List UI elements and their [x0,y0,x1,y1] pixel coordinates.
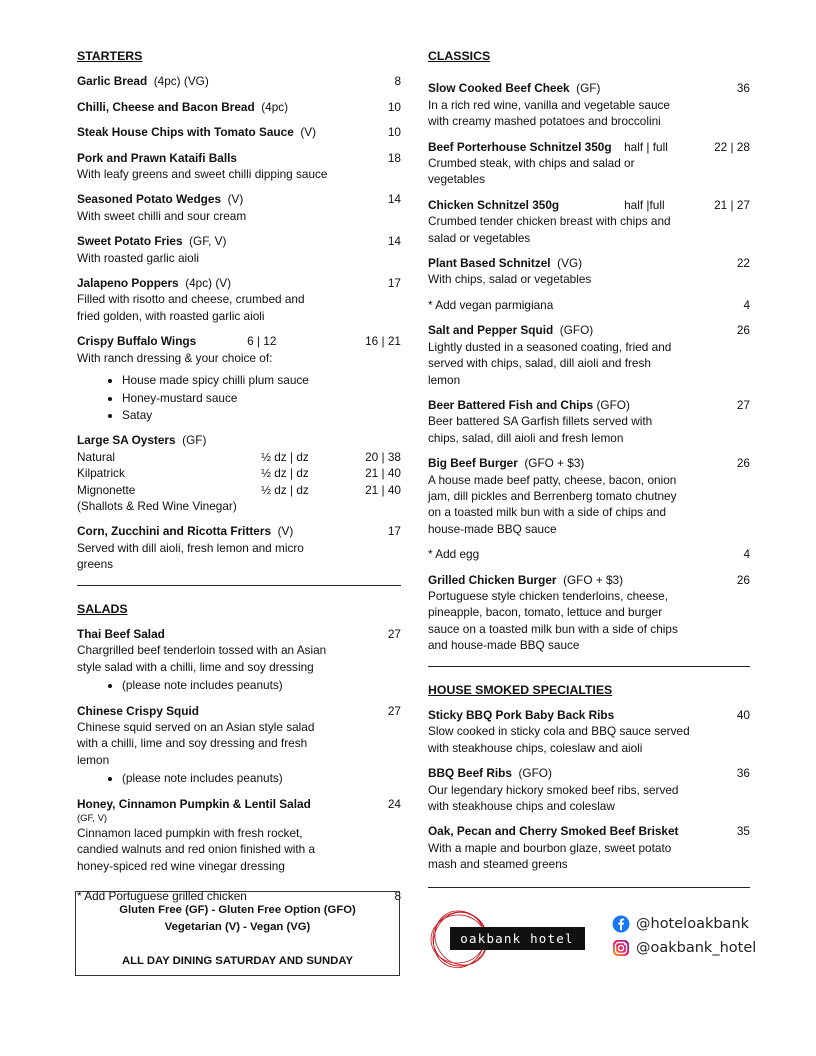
menu-item-brisket [428,823,750,872]
menu-item-beef-cheek [428,80,750,129]
classics-title: CLASSICS [428,49,491,63]
instagram-icon [612,939,630,957]
oyster-size: ½ dz | dz [261,482,309,497]
item-description: Slow cooked in sticky cola and BBQ sauce served with steakhouse chips, coleslaw and aioli [428,724,690,755]
oyster-label: Kilpatrick [77,466,125,481]
item-price: 14 [387,234,401,249]
item-name: Large SA Oysters [77,433,176,448]
item-name: Oak, Pecan and Cherry Smoked Beef Brisket [428,824,679,839]
item-price: 10 [387,99,401,114]
item-tag: (GF) [576,81,601,96]
item-description: With a maple and bourbon glaze, sweet potato mash and steamed greens [428,840,672,872]
item-name: Sweet Potato Fries [77,234,183,249]
list-item: • Honey-mustard sauce [122,390,401,406]
oyster-row [77,482,401,498]
item-price: 14 [387,192,401,207]
menu-item-sweet-potato-fries [77,233,401,266]
facebook-icon [612,915,630,933]
instagram-handle: @oakbank_hotel [636,940,757,956]
item-name: Sticky BBQ Pork Baby Back Ribs [428,708,615,722]
section-divider [77,585,401,586]
left-column [77,48,401,914]
item-description: With sweet chilli and sour cream [77,208,247,223]
menu-item-pork-ribs [428,707,750,756]
item-name: Pork and Prawn Kataifi Balls [77,150,237,165]
menu-item-pumpkin-salad [77,796,401,875]
menu-item-jalapeno-poppers [77,275,401,324]
item-name: Corn, Zucchini and Ricotta Fritters [77,524,272,539]
item-price: 27 [736,397,750,412]
item-description: With chips, salad or vegetables [428,272,592,287]
item-name: Honey, Cinnamon Pumpkin & Lentil Salad [77,796,311,811]
item-name: Grilled Chicken Burger [428,572,557,587]
item-tag: (V) [227,192,244,207]
menu-item-fish-and-chips [428,397,750,446]
wing-sauce-list [77,372,401,423]
item-tag: (VG) [557,256,583,271]
item-name: Plant Based Schnitzel [428,256,551,271]
item-tag: (GFO + $3) [524,456,585,471]
item-name: Beer Battered Fish and Chips [428,397,594,412]
oyster-price: 21 | 40 [365,482,401,497]
item-description: With roasted garlic aioli [77,250,199,265]
item-price: 27 [387,703,401,718]
addon-label: * Add egg [428,547,480,562]
footer-divider [428,887,750,888]
item-tag: (4pc) (V) [185,276,232,291]
oyster-row [77,449,401,465]
addon-price: 8 [394,889,401,904]
item-name: Salt and Pepper Squid [428,323,554,338]
list-item: • Satay [122,407,401,423]
starters-title: STARTERS [77,49,143,63]
item-name: Crispy Buffalo Wings [77,334,197,349]
item-name: Thai Beef Salad [77,626,165,641]
item-tag: (GFO) [518,766,552,781]
item-name: Garlic Bread [77,74,148,89]
item-price: 26 [736,572,750,587]
menu-item-oysters [77,432,401,514]
item-description: Cinnamon laced pumpkin with fresh rocket, candied walnuts and red onion finished with a honey-spiced red wine vinegar dressing [77,826,316,873]
menu-item-garlic-bread [77,73,401,89]
salads-title: SALADS [77,601,128,616]
oyster-size: ½ dz | dz [261,449,309,464]
oyster-note: (Shallots & Red Wine Vinegar) [77,498,237,513]
item-name: Beef Porterhouse Schnitzel 350g [428,139,612,154]
item-description: Chargrilled beef tenderloin tossed with an Asian style salad with a chilli, lime and soy dressing [77,643,327,674]
menu-item-chicken-schnitzel [428,197,750,246]
item-price: 35 [736,824,750,839]
facebook-link[interactable] [612,913,756,935]
item-description: With ranch dressing & your choice of: [77,350,273,365]
facebook-handle: @hoteloakbank [636,916,750,932]
logo-text: oakbank hotel [460,931,574,946]
item-price: 36 [736,81,750,96]
item-description: Beer battered SA Garfish fillets served with chips, salad, dill aioli and fresh lemon [428,414,653,445]
right-column [428,48,750,882]
addon-price: 4 [743,547,750,562]
dietary-legend [75,891,400,976]
item-name: Chinese Crispy Squid [77,703,199,718]
item-tag: (GFO) [559,323,594,338]
item-price: 10 [387,125,401,140]
social-links [612,913,756,961]
item-price: 17 [387,276,401,291]
item-tag: (4pc) [261,99,289,114]
item-price: 18 [387,150,401,165]
item-description: Crumbed steak, with chips and salad or vegetables [428,156,635,187]
item-tag: (GF) [182,433,207,448]
item-size: half | full [624,139,668,154]
oakbank-hotel-logo [428,907,588,971]
menu-item-chinese-crispy-squid [77,703,401,787]
item-description: Portuguese style chicken tenderloins, cheese, pineapple, bacon, tomato, lettuce and burger sauce on a toasted milk bun with a side of chips and house-made BBQ sauce [428,588,678,653]
item-tag: (GF, V) [77,813,108,825]
item-price: 27 [387,626,401,641]
allergy-note-list [77,770,401,786]
item-name: Chicken Schnitzel 350g [428,197,560,212]
menu-item-chicken-burger [428,572,750,654]
smoked-title: HOUSE SMOKED SPECIALTIES [428,682,613,697]
menu-item-chilli-bread [77,99,401,115]
oyster-label: Natural [77,449,116,464]
oyster-row [77,465,401,481]
item-tag: (V) [300,125,317,140]
item-tag: (GFO) [596,397,630,412]
item-description: Lightly dusted in a seasoned coating, fried and served with chips, salad, dill aioli and fresh lemon [428,339,672,387]
legend-line: Vegetarian (V) - Vegan (VG) [164,921,311,933]
oyster-size: ½ dz | dz [261,466,309,481]
oyster-label: Mignonette [77,482,136,497]
item-name: Jalapeno Poppers [77,276,179,291]
item-name: Big Beef Burger [428,456,518,471]
item-price: 21 | 27 [714,197,750,212]
item-price: 16 | 21 [365,334,401,349]
menu-item-thai-beef-salad [77,626,401,694]
list-item: • House made spicy chilli plum sauce [122,372,401,388]
menu-item-chips [77,124,401,140]
item-price: 8 [394,74,401,89]
allergy-note-list [77,677,401,693]
item-description: Chinese squid served on an Asian style salad with a chilli, lime and soy dressing and fresh lemon [77,720,315,767]
oyster-price: 20 | 38 [365,449,401,464]
item-price: 22 | 28 [714,139,750,154]
item-size: 6 | 12 [247,334,277,349]
menu-item-buffalo-wings [77,333,401,423]
legend-line: Gluten Free (GF) - Gluten Free Option (GFO) [119,904,356,916]
menu-item-fritters [77,523,401,572]
item-name: Steak House Chips with Tomato Sauce [77,125,294,140]
list-item: • (please note includes peanuts) [122,770,401,786]
oyster-price: 21 | 40 [365,466,401,481]
menu-item-wedges [77,191,401,224]
item-price: 22 [736,256,750,271]
item-description: In a rich red wine, vanilla and vegetable sauce with creamy mashed potatoes and broccolini [428,97,670,129]
item-size: half |full [624,197,665,212]
menu-item-beef-ribs [428,765,750,814]
item-tag: (GF, V) [189,234,227,249]
menu-item-plant-schnitzel [428,255,750,288]
menu-item-salt-pepper-squid [428,322,750,388]
addon-label: * Add vegan parmigiana [428,297,554,312]
item-tag: (GFO + $3) [563,572,624,587]
item-description: Served with dill aioli, fresh lemon and micro greens [77,540,304,572]
item-description: Crumbed tender chicken breast with chips and salad or vegetables [428,214,671,245]
item-name: BBQ Beef Ribs [428,766,512,781]
item-price: 24 [387,796,401,811]
item-name: Seasoned Potato Wedges [77,192,221,207]
addon-price: 4 [743,297,750,312]
item-tag: (4pc) (VG) [153,74,209,89]
item-price: 36 [736,766,750,781]
item-tag: (V) [277,524,294,539]
item-description: With leafy greens and sweet chilli dipping sauce [77,167,328,182]
item-description: Our legendary hickory smoked beef ribs, served with steakhouse chips and coleslaw [428,782,679,814]
menu-item-kataifi [77,150,401,183]
addon-vegan-parmigiana [428,297,750,313]
item-name: Slow Cooked Beef Cheek [428,81,570,96]
item-price: 26 [736,456,750,471]
item-price: 17 [387,524,401,539]
item-price: 40 [736,708,750,722]
instagram-link[interactable] [612,937,756,959]
section-divider [428,666,750,667]
addon-egg [428,546,750,562]
addon-label: * Add Portuguese grilled chicken [77,889,247,904]
item-description: Filled with risotto and cheese, crumbed and fried golden, with roasted garlic aioli [77,292,305,323]
item-description: A house made beef patty, cheese, bacon, onion jam, dill pickles and Berrenberg tomato chutney on a toasted milk bun with a side of chips and house-made BBQ sauce [428,472,677,536]
menu-item-porterhouse-schnitzel [428,139,750,188]
item-name: Chilli, Cheese and Bacon Bread [77,99,255,114]
dining-hours: ALL DAY DINING SATURDAY AND SUNDAY [121,955,353,967]
list-item: • (please note includes peanuts) [122,677,401,693]
item-price: 26 [736,323,750,338]
menu-item-big-beef-burger [428,455,750,537]
